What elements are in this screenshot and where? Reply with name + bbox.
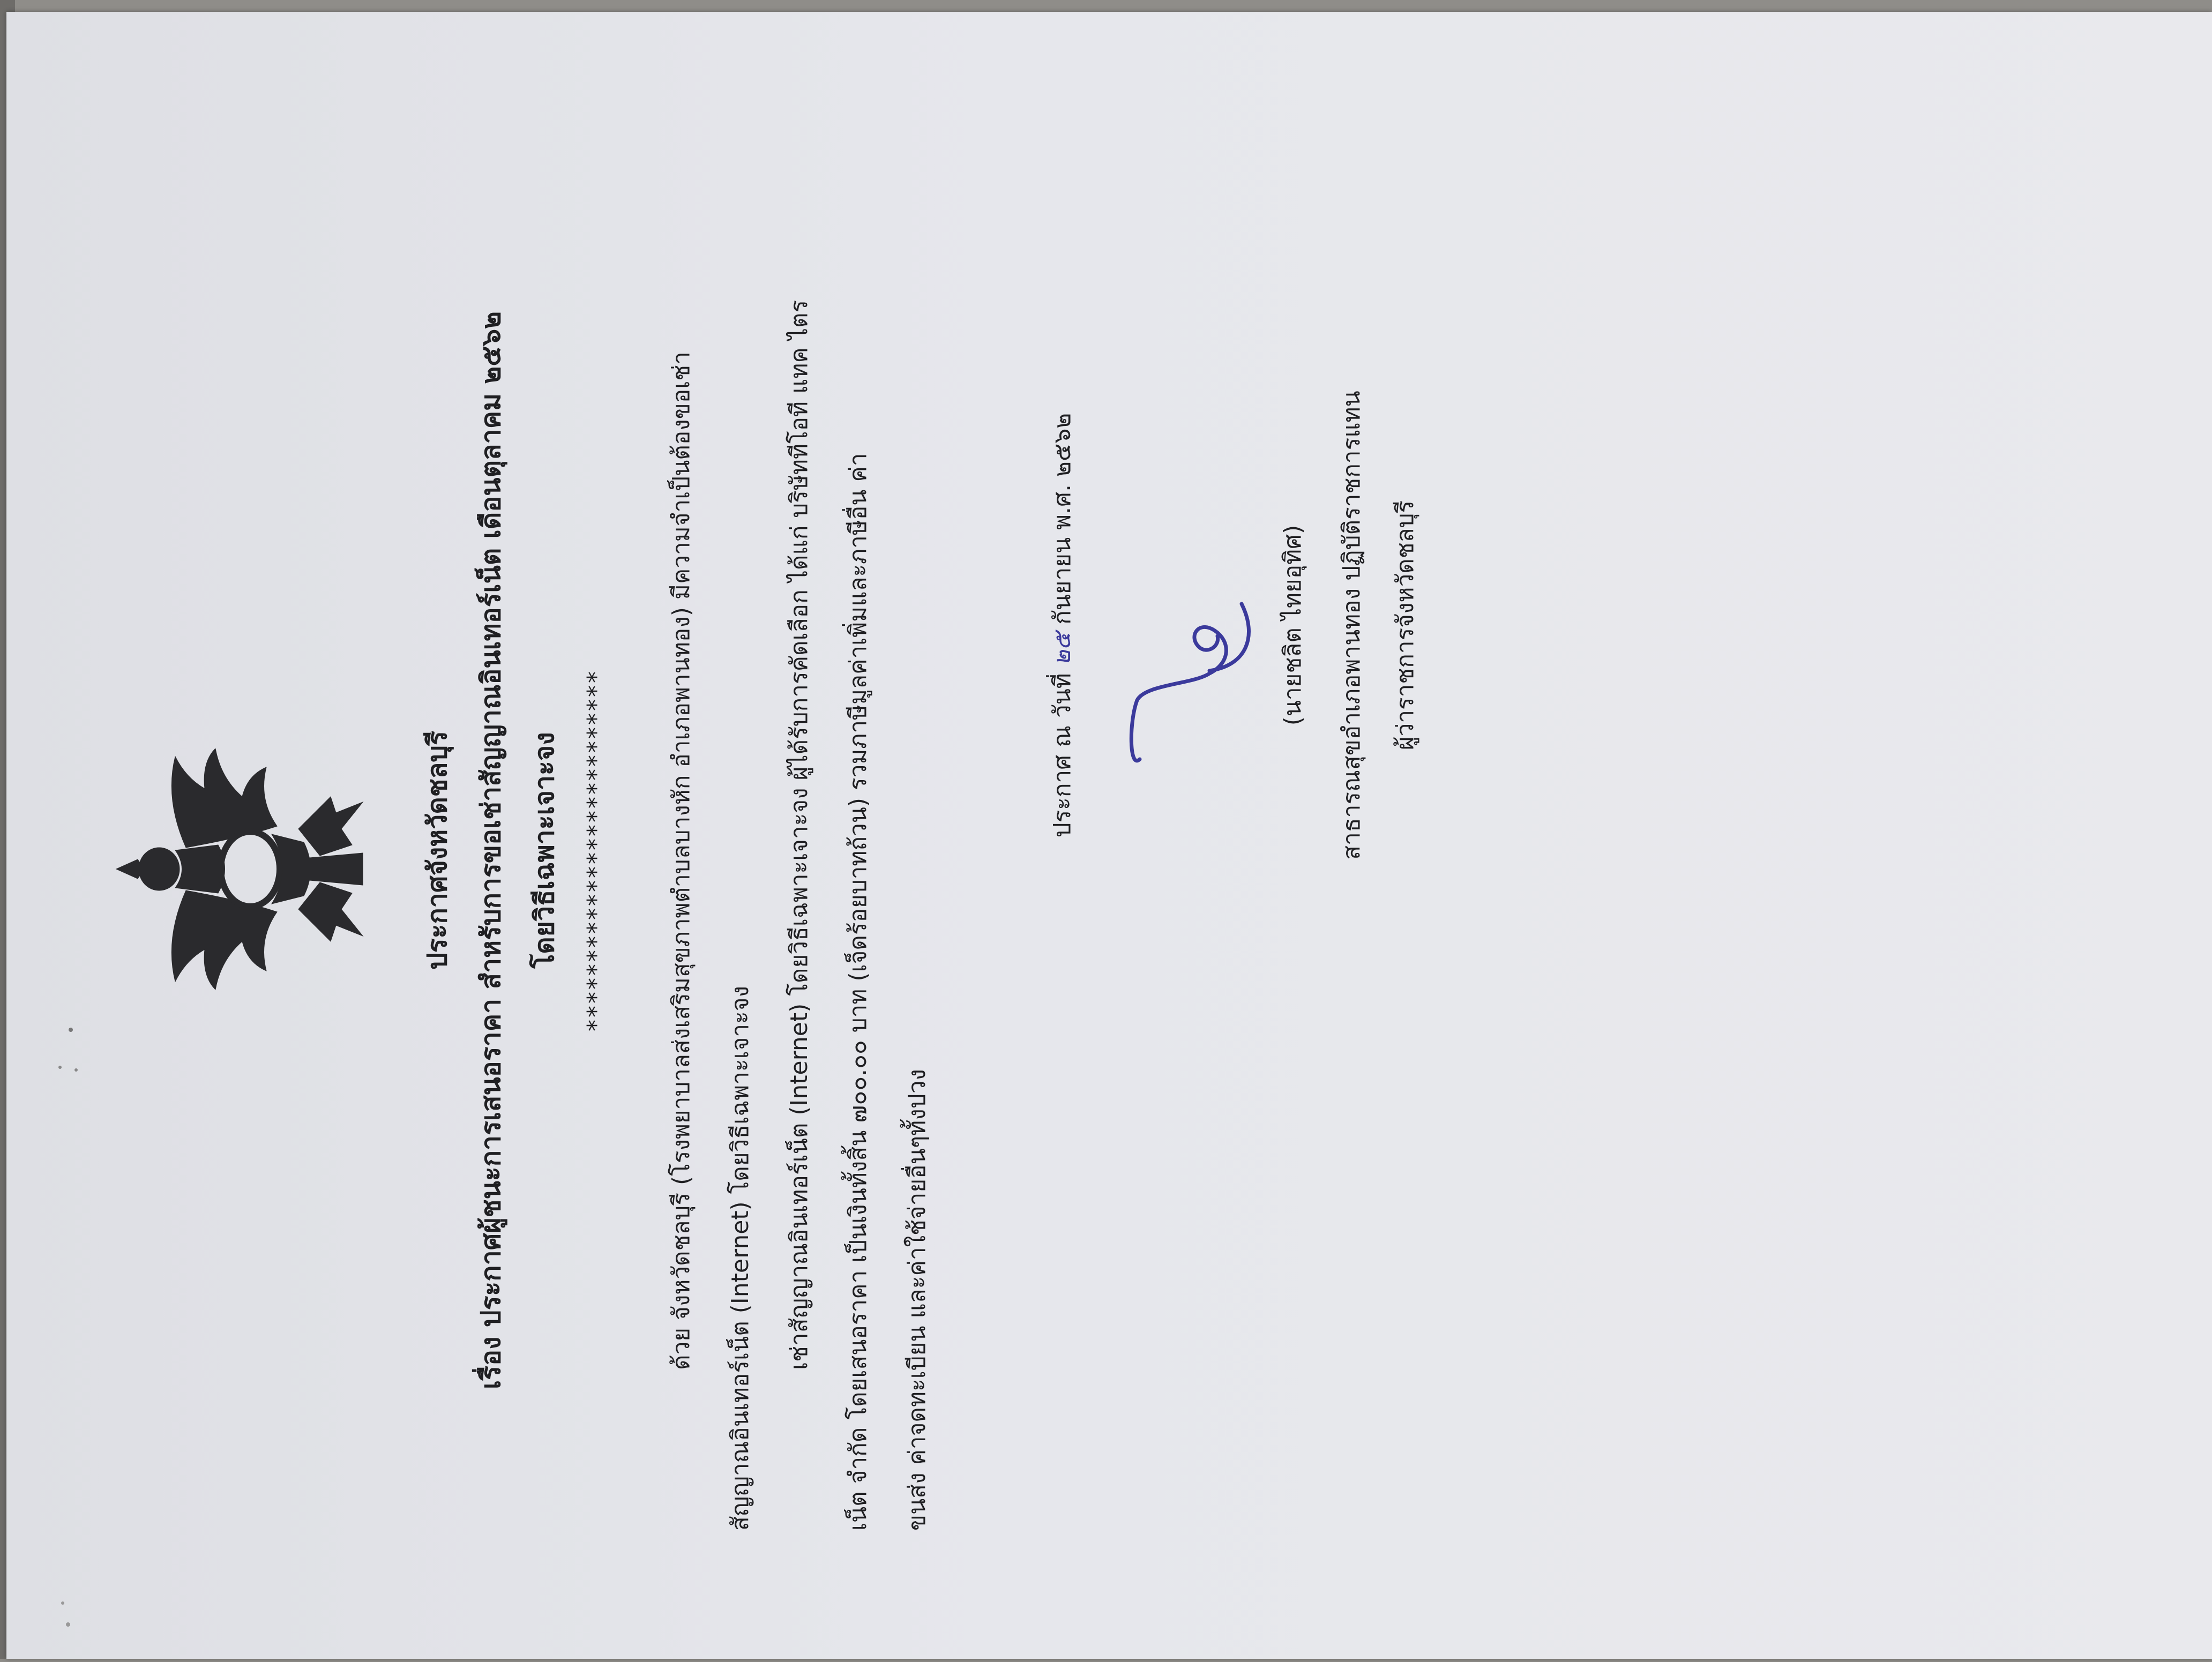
signer-position-2: ผู้ว่าราชการจังหวัดชลบุรี (1392, 500, 1419, 751)
body-paragraph-2-line-1: เช่าสัญญาณอินเทอร์เน็ต (Internet) โดยวิธีเฉพาะเจาะจง ผู้ได้รับการคัดเลือก ได้แก่ บริษัททีโอที แทค ไตร (786, 300, 813, 1370)
handwritten-signature (1108, 561, 1268, 807)
separator-stars: ************************** (582, 669, 610, 1031)
announcement-subject: เรื่อง ประกาศผู้ชนะการเสนอราคา สำหรับการขอเช่าสัญญาณอินเทอร์เน็ต เดือนตุลาคม ๒๕๖๒ (475, 311, 506, 1389)
document-sheet (6, 12, 2212, 1659)
signer-name: (นายชลิต ไทยอุทิศ) (1279, 525, 1306, 726)
date-prefix: ประกาศ ณ วันที่ (1049, 673, 1076, 838)
announcement-header: ประกาศจังหวัดชลบุรี (422, 731, 453, 970)
date-suffix: กันยายน พ.ศ. ๒๕๖๒ (1049, 413, 1076, 625)
body-paragraph-1-line-2: สัญญาณอินเทอร์เน็ต (Internet) โดยวิธีเฉพาะเจาะจง (727, 985, 754, 1531)
announcement-page (0, 47, 2179, 1654)
garuda-emblem-icon (111, 748, 373, 990)
announcement-date (1043, 304, 1081, 947)
body-paragraph-1-line-1: ด้วย จังหวัดชลบุรี (โรงพยาบาลส่งเสริมสุขภาพตำบลบางหัก อำเภอพานทอง) มีความจำเป็นต้องขอเช่า (668, 351, 695, 1370)
body-paragraph-2-line-2: เน็ต จำกัด โดยเสนอราคา เป็นเงินทั้งสิ้น ๗๐๐.๐๐ บาท (เจ็ดร้อยบาทถ้วน) รวมภาษีมูลค่าเพิ่มและภาษีอื่น ค่า (845, 453, 872, 1531)
body-paragraph-2-line-3: ขนส่ง ค่าจดทะเบียน และค่าใช้จ่ายอื่นๆทั้งปวง (903, 1069, 931, 1531)
date-day-handwritten: ๒๕ (1049, 632, 1076, 666)
announcement-method: โดยวิธีเฉพาะเจาะจง (529, 732, 560, 969)
signer-position-1: สาธารณสุขอำเภอพานทอง ปฏิบัติราชการแทน (1338, 391, 1365, 860)
